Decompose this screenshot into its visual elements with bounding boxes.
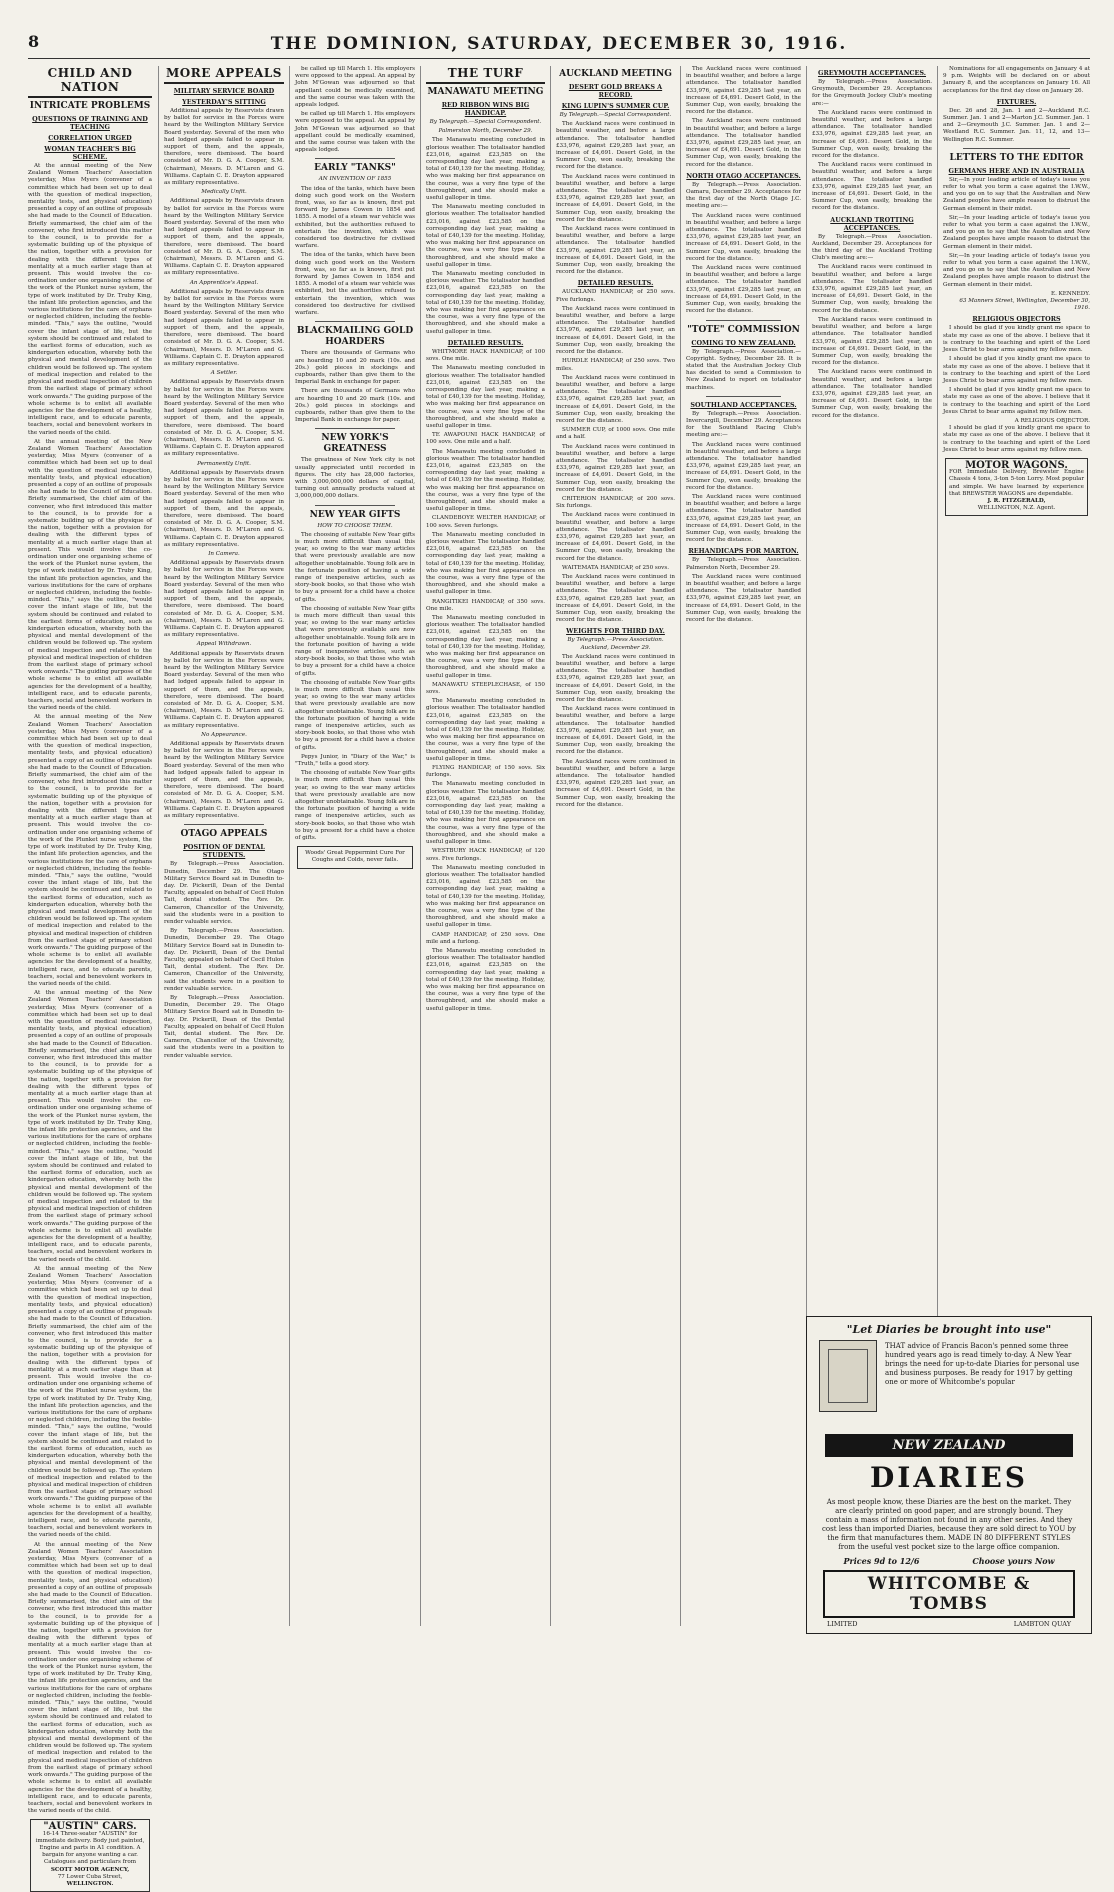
motor-wagons-ad — [945, 458, 1088, 516]
article-body: Additional appeals by Reservists drawn by ballot for service in the Forces were heard by the Wellington Military Service Board yesterday. Several of the men who had lodged appeals failed to appear in support of them, and the appeals, therefore, were dismissed. The board consisted of Mr. D. G. A. Cooper, S.M. (chairman), Messrs. D. M'Laren and G. Williams. Captain C. E. Drayton appeared as military representative. — [164, 198, 284, 277]
article-body: The Auckland races were continued in beautiful weather, and before a large attendance. The totalisator handled £33,976, against £29,285 last year, an increase of £4,691. Desert Gold, in the Summer Cup, won easily, breaking the record for the distance. — [686, 212, 801, 262]
subheadline: KING LUPIN'S SUMMER CUP. — [561, 102, 670, 110]
race-result: CLANDEBOYE WELTER HANDICAP, of 100 sovs. Seven furlongs. — [426, 515, 545, 529]
subheadline: SOUTHLAND ACCEPTANCES. — [690, 400, 797, 409]
diary-book-illustration — [819, 1340, 877, 1412]
headline: AUCKLAND MEETING — [559, 69, 672, 79]
subheadline: GREYMOUTH ACCEPTANCES. — [817, 69, 927, 77]
article-body: The Auckland races were continued in beautiful weather, and before a large attendance. The totalisator handled £33,976, against £29,285 last year, an increase of £4,691. Desert Gold, in the Summer Cup, won easily, breaking the record for the distance. — [686, 66, 801, 116]
divider — [315, 321, 395, 322]
column-rule — [680, 66, 681, 1626]
subhead: Appeal Withdrawn. — [196, 641, 252, 648]
ad-text: 16-14 Three-seater "AUSTIN" for immediate delivery. Body just painted, Engine and parts in A1 condition. A bargain for anyone wanting a car. Catalogues and particulars from — [35, 1830, 145, 1866]
race-result: The Manawatu meeting concluded in glorious weather. The totalisator handled £23,016, against £23,585 on the corresponding day last year, making a total of £40,139 for the meeting. Holiday, who was making her first appearance on the course, was a very fine type of the thoroughbred, and she should make a useful galloper in time. — [426, 698, 545, 762]
subheadline: MILITARY SERVICE BOARD — [173, 87, 275, 95]
ad-address: 77 Lower Cuba Street, — [57, 1873, 123, 1880]
race-result: The Manawatu meeting concluded in glorious weather. The totalisator handled £23,016, against £23,585 on the corresponding day last year, making a total of £40,139 for the meeting. Holiday, who was making her first appearance on the course, was a very fine type of the thoroughbred, and she should make a useful galloper in time. — [426, 365, 545, 429]
ad-firm: SCOTT MOTOR AGENCY, — [50, 1866, 130, 1873]
subheadline: COMING TO NEW ZEALAND. — [691, 338, 796, 347]
race-result: The Manawatu meeting concluded in glorious weather. The totalisator handled £23,016, against £23,585 on the corresponding day last year, making a total of £40,139 for the meeting. Holiday, who was making her first appearance on the course, was a very fine type of the thoroughbred, and she should make a useful galloper in time. — [426, 448, 545, 513]
divider — [315, 158, 395, 159]
article-body: By Telegraph.—Press Association. Invercargill, December 29. Acceptances for the Southland Racing Club's meeting are:— — [686, 410, 801, 439]
article-body: At the annual meeting of the New Zealand Women Teachers' Association yesterday, Miss Myers (convener of a committee which had been set up to deal with the question of medical inspection, mentality tests, and physical education) presented a copy of an outline of proposals she had made to the Council of Education. Briefly summarised, the chief aim of the convener, who first introduced this matter to the council, is to provide for a systematic building up of the physique of the nation, together with a provision for dealing with the different types of mentality at a much earlier stage than at present. This would involve the co-ordination under one organising scheme of the work of the Plunket nurse system, the type of work instituted by Dr. Truby King, the infant life protection agencies, and the various institutions for the care of orphans or neglected children, including the feeble-minded. "This," says the outline, "would cover the infant stage of life, but the system should be continued and related to the earliest forms of education, such as kindergarten education, whereby both the physical and mental development of the children would be followed up. The system of medical inspection and related to the physical and medical inspection of children from the earliest stage of primary school work onwards." The guiding purpose of the whole scheme is to enlist all available agencies for the development of a healthy, intelligent race, and to educate parents, teachers, social and benevolent workers in the varied needs of the child. — [28, 1265, 152, 1539]
byline: By Telegraph.—Special Correspondent. — [559, 112, 672, 118]
article-body: The Auckland races were continued in beautiful weather, and before a large attendance. The totalisator handled £33,976, against £29,285 last year, an increase of £4,691. Desert Gold, in the Summer Cup, won easily, breaking the record for the distance. — [556, 706, 675, 756]
race-result: MANAWATU STEEPLECHASE, of 150 sovs. — [426, 681, 545, 696]
column-misc-articles — [295, 66, 415, 1626]
divider — [315, 505, 395, 506]
race-result: TE AWAPOUNI HACK HANDICAP, of 100 sovs. One mile and a half. — [426, 432, 545, 446]
article-body: By Telegraph.—Press Association.—Copyright. Sydney, December 28. It is stated that the Australian Jockey Club has decided to send a Commission to New Zealand to report on totalisator machines. — [686, 348, 801, 391]
article-body: The Manawatu meeting concluded in glorious weather. The totalisator handled £23,016, against £23,585 on the corresponding day last year, making a total of £40,139 for the meeting. Holiday, who was making her first appearance on the course, was a very fine type of the thoroughbred, and she should make a useful galloper in time. — [426, 137, 545, 202]
article-body: The Auckland races were continued in beautiful weather, and before a large attendance. The totalisator handled £33,976, against £29,285 last year, an increase of £4,691. Desert Gold, in the Summer Cup, won easily, breaking the record for the distance. — [812, 109, 932, 160]
article-body: Additional appeals by Reservists drawn by ballot for service in the Forces were heard by the Wellington Military Service Board yesterday. Several of the men who had lodged appeals failed to appear in support of them, and the appeals, therefore, were dismissed. The board consisted of Mr. D. G. A. Cooper, S.M. (chairman), Messrs. D. M'Laren and G. Williams. Captain C. E. Drayton appeared as military representative. — [164, 108, 284, 187]
article-body: Additional appeals by Reservists drawn by ballot for service in the Forces were heard by the Wellington Military Service Board yesterday. Several of the men who had lodged appeals failed to appear in support of them, and the appeals, therefore, were dismissed. The board consisted of Mr. D. G. A. Cooper, S.M. (chairman), Messrs. D. M'Laren and G. Williams. Captain C. E. Drayton appeared as military representative. — [164, 379, 284, 458]
byline: By Telegraph.—Special Correspondent. — [429, 119, 542, 125]
article-body: The Auckland races were continued in beautiful weather, and before a large attendance. The totalisator handled £33,976, against £29,285 last year, an increase of £4,691. Desert Gold, in the Summer Cup, won easily, breaking the record for the distance. — [812, 162, 932, 212]
column-auckland-meeting — [556, 66, 675, 1626]
column-rule — [158, 66, 159, 1626]
subhead: In Camera. — [208, 550, 240, 557]
race-result: The Manawatu meeting concluded in glorious weather. The totalisator handled £23,016, against £23,585 on the corresponding day last year, making a total of £40,139 for the meeting. Holiday, who was making her first appearance on the course, was a very fine type of the thoroughbred, and she should make a useful galloper in time. — [426, 615, 545, 679]
headline: MANAWATU MEETING — [427, 87, 544, 97]
race-result: HURDLE HANDICAP, of 250 sovs. Two miles. — [556, 358, 675, 372]
ad-text: Woods' Great Peppermint Cure For Coughs and Colds, never fails. — [305, 850, 405, 864]
subhead: A Settler. — [210, 370, 238, 377]
letter-body: I should be glad if you kindly grant me space to state my case as one of the above. I believe that it is contrary to the teaching and spirit of the Lord Jesus Christ to bear arms against my fellow men. — [943, 425, 1090, 453]
article-body: By Telegraph.—Press Association. Dunedin, December 29. The Otago Military Service Board sat in Dunedin to-day. Dr. Pickerill, Dean of the Dental Faculty, appealed on behalf of Cecil Hulon Tait, dental student. The Rev. Dr. Cameron, Chancellor of the University, said the students were in a position to render valuable service. — [164, 994, 284, 1059]
article-body: The Auckland races were continued in beautiful weather, and before a large attendance. The totalisator handled £33,976, against £29,285 last year, an increase of £4,691. Desert Gold, in the Summer Cup, won easily, breaking the record for the distance. — [556, 758, 675, 808]
article-body: The Auckland races were continued in beautiful weather, and before a large attendance. The totalisator handled £33,976, against £29,285 last year, an increase of £4,691. Desert Gold, in the Summer Cup, won easily, breaking the record for the distance. — [686, 493, 801, 544]
article-body: be called up till March 1. His employers were opposed to the appeal. An appeal by John M'Gowan was adjourned so that appellant could be medically examined, and the same course was taken with the appeals lodged. — [295, 111, 415, 154]
peppermint-cure-ad — [297, 846, 413, 868]
divider — [315, 428, 395, 429]
article-body: Additional appeals by Reservists drawn by ballot for service in the Forces were heard by the Wellington Military Service Board yesterday. Several of the men who had lodged appeals failed to appear in support of them, and the appeals, therefore, were dismissed. The board consisted of Mr. D. G. A. Cooper, S.M. (chairman), Messrs. D. M'Laren and G. Williams. Captain C. E. Drayton appeared as military representative. — [164, 288, 284, 367]
ad-firm-details — [807, 1620, 1091, 1628]
article-body: The Manawatu meeting concluded in glorious weather. The totalisator handled £23,016, against £23,585 on the corresponding day last year, making a total of £40,139 for the meeting. Holiday, who was making her first appearance on the course, was a very fine type of the thoroughbred, and she should make a useful galloper in time. — [426, 271, 545, 335]
race-result: The Auckland races were continued in beautiful weather, and before a large attendance. The totalisator handled £33,976, against £29,285 last year, an increase of £4,691. Desert Gold, in the Summer Cup, won easily, breaking the record for the distance. — [556, 305, 675, 356]
article-body: Additional appeals by Reservists drawn by ballot for service in the Forces were heard by the Wellington Military Service Board yesterday. Several of the men who had lodged appeals failed to appear in support of them, and the appeals, therefore, were dismissed. The board consisted of Mr. D. G. A. Cooper, S.M. (chairman), Messrs. D. M'Laren and G. Williams. Captain C. E. Drayton appeared as military representative. — [164, 560, 284, 639]
subhead: AN INVENTION OF 1855 — [318, 176, 392, 183]
headline: NEW YEAR GIFTS — [309, 509, 401, 520]
column-rule — [550, 66, 551, 1626]
article-body: The choosing of suitable New Year gifts is much more difficult than usual this year, so owing to the war many articles that were previously available are now altogether unobtainable. Young folk are in the fortunate position of having a wide range of inexpensive articles, such as story-book books, so that those who wish to buy a present for a child have a choice of gifts. — [295, 605, 415, 677]
divider — [706, 320, 781, 321]
ad-prices — [807, 1556, 1091, 1566]
headline: "TOTE" COMMISSION — [687, 324, 800, 335]
ad-body-text: THAT advice of Francis Bacon's penned some three hundred years ago is read timely to-day. A New Year brings the need for up-to-date Diaries for personal use and business purposes. Be ready for 1917 by getting one or more of Whitcombe's popular — [885, 1342, 1080, 1386]
article-body: Nominations for all engagements on January 4 at 9 p.m. Weights will be declared on or about January 8, and the acceptances on January 16. All acceptances for the first day close on January 26. — [943, 66, 1090, 94]
article-body: Additional appeals by Reservists drawn by ballot for service in the Forces were heard by the Wellington Military Service Board yesterday. Several of the men who had lodged appeals failed to appear in support of them, and the appeals, therefore, were dismissed. The board consisted of Mr. D. G. A. Cooper, S.M. (chairman), Messrs. D. M'Laren and G. Williams. Captain C. E. Drayton appeared as military representative. — [164, 469, 284, 548]
ad-title: MOTOR WAGONS. — [965, 459, 1068, 471]
article-body: The Auckland races were continued in beautiful weather, and before a large attendance. The totalisator handled £33,976, against £29,285 last year, an increase of £4,691. Desert Gold, in the Summer Cup, won easily, breaking the record for the distance. — [556, 173, 675, 223]
ad-firm: J. R. FITZGERALD, — [987, 497, 1046, 504]
headline: INTRICATE PROBLEMS — [29, 101, 151, 111]
letter-address: 63 Manners Street, Wellington, December 30, 1916. — [959, 298, 1090, 312]
letter-body: I should be glad if you kindly grant me space to state my case as one of the above. I believe that it is contrary to the teaching and spirit of the Lord Jesus Christ to bear arms against my fellow men. — [943, 356, 1090, 384]
article-body: The Auckland races were continued in beautiful weather, and before a large attendance. The totalisator handled £33,976, against £29,285 last year, an increase of £4,691. Desert Gold, in the Summer Cup, won easily, breaking the record for the distance. — [556, 653, 675, 704]
letter-body: I should be glad if you kindly grant me space to state my case as one of the above. I believe that it is contrary to the teaching and spirit of the Lord Jesus Christ to bear arms against my fellow men. — [943, 387, 1090, 415]
article-body: The Auckland races were continued in beautiful weather, and before a large attendance. The totalisator handled £33,976, against £29,285 last year, an increase of £4,691. Desert Gold, in the Summer Cup, won easily, breaking the record for the distance. — [812, 316, 932, 367]
headline: OTAGO APPEALS — [180, 829, 268, 840]
article-body: The choosing of suitable New Year gifts is much more difficult than usual this year, so owing to the war many articles that were previously available are now altogether unobtainable. Young folk are in the fortunate position of having a wide range of inexpensive articles, such as story-book books, so that those who wish to buy a present for a child have a choice of gifts. — [295, 770, 415, 842]
article-body: The choosing of suitable New Year gifts is much more difficult than usual this year, so owing to the war many articles that were previously available are now altogether unobtainable. Young folk are in the fortunate position of having a wide range of inexpensive articles, such as story-book books, so that those who wish to buy a present for a child have a choice of gifts. — [295, 531, 415, 603]
subheadline: DETAILED RESULTS. — [577, 279, 654, 288]
headline: EARLY "TANKS" — [314, 163, 396, 174]
austin-cars-ad — [30, 1819, 150, 1892]
article-body: There are thousands of Germans who are hoarding 10 and 20 mark (10s. and 20s.) gold pieces in stockings and cupboards, rather than give them to the Imperial Bank in exchange for paper. — [295, 350, 415, 386]
subheadline: DESERT GOLD BREAKS A RECORD. — [568, 83, 663, 99]
ad-firm-name: WHITCOMBE & TOMBS — [823, 1570, 1075, 1618]
column-acceptances — [686, 66, 801, 1626]
race-result: The Manawatu meeting concluded in glorious weather. The totalisator handled £23,016, against £23,585 on the corresponding day last year, making a total of £40,139 for the meeting. Holiday, who was making her first appearance on the course, was a very fine type of the thoroughbred, and she should make a useful galloper in time. — [426, 781, 545, 846]
article-body: At the annual meeting of the New Zealand Women Teachers' Association yesterday, Miss Myers (convener of a committee which had been set up to deal with the question of medical inspection, mentality tests, and physical education) presented a copy of an outline of proposals she had made to the Council of Education. Briefly summarised, the chief aim of the convener, who first introduced this matter to the council, is to provide for a systematic building up of the physique of the nation, together with a provision for dealing with the different types of mentality at a much earlier stage than at present. This would involve the co-ordination under one organising scheme of the work of the Plunket nurse system, the type of work instituted by Dr. Truby King, the infant life protection agencies, and the various institutions for the care of orphans or neglected children, including the feeble-minded. "This," says the outline, "would cover the infant stage of life, but the system should be continued and related to the earliest forms of education, such as kindergarten education, whereby both the physical and mental development of the children would be followed up. The system of medical inspection and related to the physical and medical inspection of children from the earliest stage of primary school work onwards." The guiding purpose of the whole scheme is to enlist all available agencies for the development of a healthy, intelligent race, and to educate parents, teachers, social and benevolent workers in the varied needs of the child. — [28, 163, 152, 436]
ad-title: "AUSTIN" CARS. — [43, 1821, 137, 1833]
article-body: By Telegraph.—Press Association. Palmerston North, December 29. — [686, 557, 801, 571]
subheadline: NORTH OTAGO ACCEPTANCES. — [686, 171, 801, 180]
letter-body: Sir,—In your leading article of today's issue you refer to what you term a case against the I.W.W., and you go on to say that the Australian and New Zealand peoples have ample reason to distrust the German element in their midst. — [943, 176, 1090, 212]
article-body: There are thousands of Germans who are hoarding 10 and 20 mark (10s. and 20s.) gold pieces in stockings and cupboards, rather than give them to the Imperial Bank in exchange for paper. — [295, 388, 415, 424]
subhead: No Appearance. — [201, 731, 247, 738]
call-to-action: Choose yours Now — [972, 1556, 1055, 1566]
subhead: An Apprentice's Appeal. — [189, 279, 259, 286]
subheadline: DETAILED RESULTS. — [447, 338, 524, 347]
article-body: The Auckland races were continued in beautiful weather, and before a large attendance. The totalisator handled £33,976, against £29,285 last year, an increase of £4,691. Desert Gold, in the Summer Cup, won easily, breaking the record for the distance. — [812, 264, 932, 314]
article-body: At the annual meeting of the New Zealand Women Teachers' Association yesterday, Miss Myers (convener of a committee which had been set up to deal with the question of medical inspection, mentality tests, and physical education) presented a copy of an outline of proposals she had made to the Council of Education. Briefly summarised, the chief aim of the convener, who first introduced this matter to the council, is to provide for a systematic building up of the physique of the nation, together with a provision for dealing with the different types of mentality at a much earlier stage than at present. This would involve the co-ordination under one organising scheme of the work of the Plunket nurse system, the type of work instituted by Dr. Truby King, the infant life protection agencies, and the various institutions for the care of orphans or neglected children, including the feeble-minded. "This," says the outline, "would cover the infant stage of life, but the system should be continued and related to the earliest forms of education, such as kindergarten education, whereby both the physical and mental development of the children would be followed up. The system of medical inspection and related to the physical and medical inspection of children from the earliest stage of primary school work onwards." The guiding purpose of the whole scheme is to enlist all available agencies for the development of a healthy, intelligent race, and to educate parents, teachers, social and benevolent workers in the varied needs of the child. — [28, 714, 152, 987]
race-result: The Manawatu meeting concluded in glorious weather. The totalisator handled £23,016, against £23,585 on the corresponding day last year, making a total of £40,139 for the meeting. Holiday, who was making her first appearance on the course, was a very fine type of the thoroughbred, and she should make a useful galloper in time. — [426, 531, 545, 596]
article-body: The Auckland races were continued in beautiful weather, and before a large attendance. The totalisator handled £33,976, against £29,285 last year, an increase of £4,691. Desert Gold, in the Summer Cup, won easily, breaking the record for the distance. — [556, 121, 675, 171]
subhead: Permanently Unfit. — [197, 460, 251, 467]
race-result: RANGITIKEI HANDICAP, of 350 sovs. One mile. — [426, 598, 545, 612]
race-result: The Auckland races were continued in beautiful weather, and before a large attendance. The totalisator handled £33,976, against £29,285 last year, an increase of £4,691. Desert Gold, in the Summer Cup, won easily, breaking the record for the distance. — [556, 573, 675, 624]
section-heading: CHILD AND NATION — [28, 66, 152, 98]
race-result: The Auckland races were continued in beautiful weather, and before a large attendance. The totalisator handled £33,976, against £29,285 last year, an increase of £4,691. Desert Gold, in the Summer Cup, won easily, breaking the record for the distance. — [556, 512, 675, 562]
article-body: At the annual meeting of the New Zealand Women Teachers' Association yesterday, Miss Myers (convener of a committee which had been set up to deal with the question of medical inspection, mentality tests, and physical education) presented a copy of an outline of proposals she had made to the Council of Education. Briefly summarised, the chief aim of the convener, who first introduced this matter to the council, is to provide for a systematic building up of the physique of the nation, together with a provision for dealing with the different types of mentality at a much earlier stage than at present. This would involve the co-ordination under one organising scheme of the work of the Plunket nurse system, the type of work instituted by Dr. Truby King, the infant life protection agencies, and the various institutions for the care of orphans or neglected children, including the feeble-minded. "This," says the outline, "would cover the infant stage of life, but the system should be continued and related to the earliest forms of education, such as kindergarten education, whereby both the physical and mental development of the children would be followed up. The system of medical inspection and related to the physical and medical inspection of children from the earliest stage of primary school work onwards." The guiding purpose of the whole scheme is to enlist all available agencies for the development of a healthy, intelligent race, and to educate parents, teachers, social and benevolent workers in the varied needs of the child. — [28, 1541, 152, 1815]
letter-signature: A RELIGIOUS OBJECTOR. — [1014, 417, 1090, 424]
race-result: The Auckland races were continued in beautiful weather, and before a large attendance. The totalisator handled £33,976, against £29,285 last year, an increase of £4,691. Desert Gold, in the Summer Cup, won easily, breaking the record for the distance. — [556, 443, 675, 493]
article-body: By Telegraph.—Press Association. Oamaru, December 29. Acceptances for the first day of the North Otago J.C. meeting are:— — [686, 181, 801, 210]
column-rule — [420, 66, 421, 1626]
article-body: Pepys Junior, in "Diary of the War," is "Truth," tells a good story. — [295, 753, 415, 768]
article-body: By Telegraph.—Press Association. Dunedin, December 29. The Otago Military Service Board sat in Dunedin to-day. Dr. Pickerill, Dean of the Dental Faculty, appealed on behalf of Cecil Hulon Tait, dental student. The Rev. Dr. Cameron, Chancellor of the University, said the students were in a position to render valuable service. — [164, 861, 284, 925]
diaries-advertisement — [806, 1316, 1092, 1634]
article-body: be called up till March 1. His employers were opposed to the appeal. An appeal by John M'Gowan was adjourned so that appellant could be medically examined, and the same course was taken with the appeals lodged. — [295, 66, 415, 109]
article-body: The choosing of suitable New Year gifts is much more difficult than usual this year, so owing to the war many articles that were previously available are now altogether unobtainable. Young folk are in the fortunate position of having a wide range of inexpensive articles, such as story-book books, so that those who wish to buy a present for a child have a choice of gifts. — [295, 679, 415, 751]
subheadline: WEIGHTS FOR THIRD DAY. — [566, 627, 665, 636]
article-body: The Manawatu meeting concluded in glorious weather. The totalisator handled £23,016, against £23,585 on the corresponding day last year, making a total of £40,139 for the meeting. Holiday, who was making her first appearance on the course, was a very fine type of the thoroughbred, and she should make a useful galloper in time. — [426, 204, 545, 268]
price-range: Prices 9d to 12/6 — [843, 1556, 920, 1566]
ad-body — [807, 1340, 1091, 1428]
headline: MORE APPEALS — [164, 66, 284, 84]
subheadline: WOMAN TEACHER'S BIG SCHEME. — [44, 145, 136, 161]
subheadline: GERMANS HERE AND IN AUSTRALIA — [948, 166, 1085, 175]
article-body: The Auckland races were continued in beautiful weather, and before a large attendance. The totalisator handled £33,976, against £29,285 last year, an increase of £4,691. Desert Gold, in the Summer Cup, won easily, breaking the record for the distance. — [686, 441, 801, 491]
subheadline: REHANDICAPS FOR MARTON. — [688, 547, 799, 556]
byline: By Telegraph.—Press Association. Auckland, December 29. — [567, 637, 664, 651]
headline: BLACKMAILING GOLD HOARDERS — [296, 326, 414, 348]
divider — [184, 824, 264, 825]
article-body: By Telegraph.—Press Association. Auckland, December 29. Acceptances for the third day of the Auckland Trotting Club's meeting are:— — [812, 233, 932, 262]
article-body: The idea of the tanks, which have been doing such good work on the Western front, was, so far as is known, first put forward by James Cowen in 1854 and 1855. A model of a steam war vehicle was exhibited, but the authorities refused to entertain the invention, which was considered too destructive for civilised warfare. — [295, 185, 415, 250]
race-result: AUCKLAND HANDICAP, of 250 sovs. Five furlongs. — [556, 289, 675, 303]
column-rule — [289, 66, 290, 1626]
article-body: Additional appeals by Reservists drawn by ballot for service in the Forces were heard by the Wellington Military Service Board yesterday. Several of the men who had lodged appeals failed to appear in support of them, and the appeals, therefore, were dismissed. The board consisted of Mr. D. G. A. Cooper, S.M. (chairman), Messrs. D. M'Laren and G. Williams. Captain C. E. Drayton appeared as military representative. — [164, 650, 284, 729]
page-number: 8 — [28, 32, 40, 51]
ad-city: WELLINGTON, N.Z. Agent. — [977, 505, 1056, 512]
divider — [963, 148, 1070, 149]
article-body: At the annual meeting of the New Zealand Women Teachers' Association yesterday, Miss Myers (convener of a committee which had been set up to deal with the question of medical inspection, mentality tests, and physical education) presented a copy of an outline of proposals she had made to the Council of Education. Briefly summarised, the chief aim of the convener, who first introduced this matter to the council, is to provide for a systematic building up of the physique of the nation, together with a provision for dealing with the different types of mentality at a much earlier stage than at present. This would involve the co-ordination under one organising scheme of the work of the Plunket nurse system, the type of work instituted by Dr. Truby King, the infant life protection agencies, and the various institutions for the care of orphans or neglected children, including the feeble-minded. "This," says the outline, "would cover the infant stage of life, but the system should be continued and related to the earliest forms of education, such as kindergarten education, whereby both the physical and mental development of the children would be followed up. The system of medical inspection and related to the physical and medical inspection of children from the earliest stage of primary school work onwards." The guiding purpose of the whole scheme is to enlist all available agencies for the development of a healthy, intelligent race, and to educate parents, teachers, social and benevolent workers in the varied needs of the child. — [28, 438, 152, 712]
column-more-appeals — [164, 66, 284, 1626]
race-result: WESTBURY HACK HANDICAP, of 120 sovs. Five furlongs. — [426, 848, 545, 862]
column-child-and-nation — [28, 66, 152, 1887]
dateline: Palmerston North, December 29. — [438, 128, 533, 135]
race-result: The Auckland races were continued in beautiful weather, and before a large attendance. The totalisator handled £33,976, against £29,285 last year, an increase of £4,691. Desert Gold, in the Summer Cup, won easily, breaking the record for the distance. — [556, 374, 675, 424]
subheadline: RELIGIOUS OBJECTORS — [972, 315, 1061, 324]
subhead: Medically Unfit. — [201, 189, 247, 196]
ad-brand: DIARIES — [869, 1461, 1029, 1494]
masthead — [28, 32, 1090, 59]
subheadline: YESTERDAY'S SITTING — [182, 98, 266, 106]
headline: NEW YORK'S GREATNESS — [321, 433, 389, 455]
subheadline: CORRELATION URGED — [48, 134, 132, 142]
letter-body: Sir,—In your leading article of today's issue you refer to what you term a case against the I.W.W., and you go on to say that the Australian and New Zealand peoples have ample reason to distrust the German element in their midst. — [943, 214, 1090, 250]
section-heading: THE TURF — [426, 66, 545, 84]
column-the-turf — [426, 66, 545, 1626]
letter-signature: E. KENNEDY. — [1050, 290, 1090, 297]
race-result: The Manawatu meeting concluded in glorious weather. The totalisator handled £23,016, against £23,585 on the corresponding day last year, making a total of £40,139 for the meeting. Holiday, who was making her first appearance on the course, was a very fine type of the thoroughbred, and she should make a useful galloper in time. — [426, 947, 545, 1012]
fixtures-list: Dec. 26 and 28, Jan. 1 and 2—Auckland R.C. Summer. Jan. 1 and 2—Marton J.C. Summer. Jan. 1 and 2—Greymouth J.C. Summer. Jan. 1 and 2—Westland R.C. Summer. Jan. 11, 12, and 13—Wellington R.C. Summer. — [943, 107, 1090, 143]
subheadline: QUESTIONS OF TRAINING AND TEACHING — [32, 115, 148, 131]
subheadline: RED RIBBON WINS BIG HANDICAP. — [441, 101, 530, 117]
firm-address: LAMBTON QUAY — [1013, 1620, 1071, 1628]
firm-limited: LIMITED — [827, 1620, 858, 1628]
race-result: WAITEMATA HANDICAP, of 250 sovs. — [562, 564, 669, 571]
article-body: The Auckland races were continued in beautiful weather, and before a large attendance. The totalisator handled £33,976, against £29,285 last year, an increase of £4,691. Desert Gold, in the Summer Cup, won easily, breaking the record for the distance. — [556, 226, 675, 276]
ad-description: As most people know, these Diaries are the best on the market. They are clearly printed on good paper, and are strongly bound. They contain a mass of information not found in any other series. And they cost less than imported Diaries, because they are sold direct to YOU by the firm that manufactures them. MADE IN 80 DIFFERENT STYLES from the useful vest pocket size to the large office companion. — [822, 1498, 1076, 1551]
letter-body: Sir,—In your leading article of today's issue you refer to what you term a case against the I.W.W., and you go on to say that the Australian and New Zealand peoples have ample reason to distrust the German element in their midst. — [943, 252, 1090, 288]
subheadline: FIXTURES. — [996, 97, 1037, 106]
race-result: WHITMORE HACK HANDICAP, of 100 sovs. One mile. — [426, 348, 545, 363]
ad-city: WELLINGTON. — [66, 1880, 114, 1887]
column-letters — [943, 66, 1090, 1306]
article-body: The Auckland races were continued in beautiful weather, and before a large attendance. The totalisator handled £33,976, against £29,285 last year, an increase of £4,691. Desert Gold, in the Summer Cup, won easily, breaking the record for the distance. — [686, 265, 801, 315]
race-result: FLYING HANDICAP, of 150 sovs. Six furlongs. — [426, 765, 545, 779]
subheadline: AUCKLAND TROTTING ACCEPTANCES. — [830, 215, 914, 232]
subhead: HOW TO CHOOSE THEM. — [317, 522, 393, 529]
ad-text: FOR Immediate Delivery, Brewster Engine Chassis 4 tons, 3-ton 5-ton Lorry. Most popular and simple. We have learned by experience that BREWSTER WAGONS are dependable. — [949, 469, 1084, 497]
article-body: The Auckland races were continued in beautiful weather, and before a large attendance. The totalisator handled £33,976, against £29,285 last year, an increase of £4,691. Desert Gold, in the Summer Cup, won easily, breaking the record for the distance. — [686, 573, 801, 623]
race-result: CAMP HANDICAP, of 250 sovs. One mile and a furlong. — [426, 931, 545, 945]
letter-body: I should be glad if you kindly grant me space to state my case as one of the above. I believe that it is contrary to the teaching and spirit of the Lord Jesus Christ to bear arms against my fellow men. — [943, 325, 1090, 354]
subheadline: POSITION OF DENTAL STUDENTS. — [183, 843, 265, 860]
article-body: The Auckland races were continued in beautiful weather, and before a large attendance. The totalisator handled £33,976, against £29,285 last year, an increase of £4,691. Desert Gold, in the Summer Cup, won easily, breaking the record for the distance. — [686, 118, 801, 168]
ad-headline: NEW ZEALAND — [825, 1434, 1073, 1457]
article-body: The Auckland races were continued in beautiful weather, and before a large attendance. The totalisator handled £33,976, against £29,285 last year, an increase of £4,691. Desert Gold, in the Summer Cup, won easily, breaking the record for the distance. — [812, 369, 932, 419]
article-body: By Telegraph.—Press Association. Dunedin, December 29. The Otago Military Service Board sat in Dunedin to-day. Dr. Pickerill, Dean of the Dental Faculty, appealed on behalf of Cecil Hulon Tait, dental student. The Rev. Dr. Cameron, Chancellor of the University, said the students were in a position to render valuable service. — [164, 928, 284, 992]
article-body: By Telegraph.—Press Association. Greymouth, December 29. Acceptances for the Greymouth Jockey Club's meeting are:— — [812, 79, 932, 107]
race-result: SUMMER CUP, of 1000 sovs. One mile and a half. — [556, 427, 675, 441]
race-result: CRITERION HANDICAP, of 200 sovs. Six furlongs. — [556, 495, 675, 510]
race-result: The Manawatu meeting concluded in glorious weather. The totalisator handled £23,016, against £23,585 on the corresponding day last year, making a total of £40,139 for the meeting. Holiday, who was making her first appearance on the course, was a very fine type of the thoroughbred, and she should make a useful galloper in time. — [426, 864, 545, 929]
divider — [706, 396, 781, 397]
newspaper-title: THE DOMINION, SATURDAY, DECEMBER 30, 1916. — [270, 34, 848, 54]
article-body: At the annual meeting of the New Zealand Women Teachers' Association yesterday, Miss Myers (convener of a committee which had been set up to deal with the question of medical inspection, mentality tests, and physical education) presented a copy of an outline of proposals she had made to the Council of Education. Briefly summarised, the chief aim of the convener, who first introduced this matter to the council, is to provide for a systematic building up of the physique of the nation, together with a provision for dealing with the different types of mentality at a much earlier stage than at present. This would involve the co-ordination under one organising scheme of the work of the Plunket nurse system, the type of work instituted by Dr. Truby King, the infant life protection agencies, and the various institutions for the care of orphans or neglected children, including the feeble-minded. "This," says the outline, "would cover the infant stage of life, but the system should be continued and related to the earliest forms of education, such as kindergarten education, whereby both the physical and mental development of the children would be followed up. The system of medical inspection and related to the physical and medical inspection of children from the earliest stage of primary school work onwards." The guiding purpose of the whole scheme is to enlist all available agencies for the development of a healthy, intelligent race, and to educate parents, teachers, social and benevolent workers in the varied needs of the child. — [28, 990, 152, 1263]
article-body: Additional appeals by Reservists drawn by ballot for service in the Forces were heard by the Wellington Military Service Board yesterday. Several of the men who had lodged appeals failed to appear in support of them, and the appeals, therefore, were dismissed. The board consisted of Mr. D. G. A. Cooper, S.M. (chairman), Messrs. D. M'Laren and G. Williams. Captain C. E. Drayton appeared as military representative. — [164, 741, 284, 820]
headline: LETTERS TO THE EDITOR — [949, 152, 1084, 163]
article-body: The greatness of New York city is not usually appreciated until recorded in figures. The city has 28,000 factories, with 3,000,000,000 dollars of capital, turning out annually products valued at 3,000,000,000 dollars. — [295, 457, 415, 500]
column-greymouth-acceptances — [812, 66, 932, 1306]
article-body: The idea of the tanks, which have been doing such good work on the Western front, was, so far as is known, first put forward by James Cowen in 1854 and 1855. A model of a steam war vehicle was exhibited, but the authorities refused to entertain the invention, which was considered too destructive for civilised warfare. — [295, 252, 415, 317]
ad-slogan: "Let Diaries be brought into use" — [846, 1323, 1052, 1336]
